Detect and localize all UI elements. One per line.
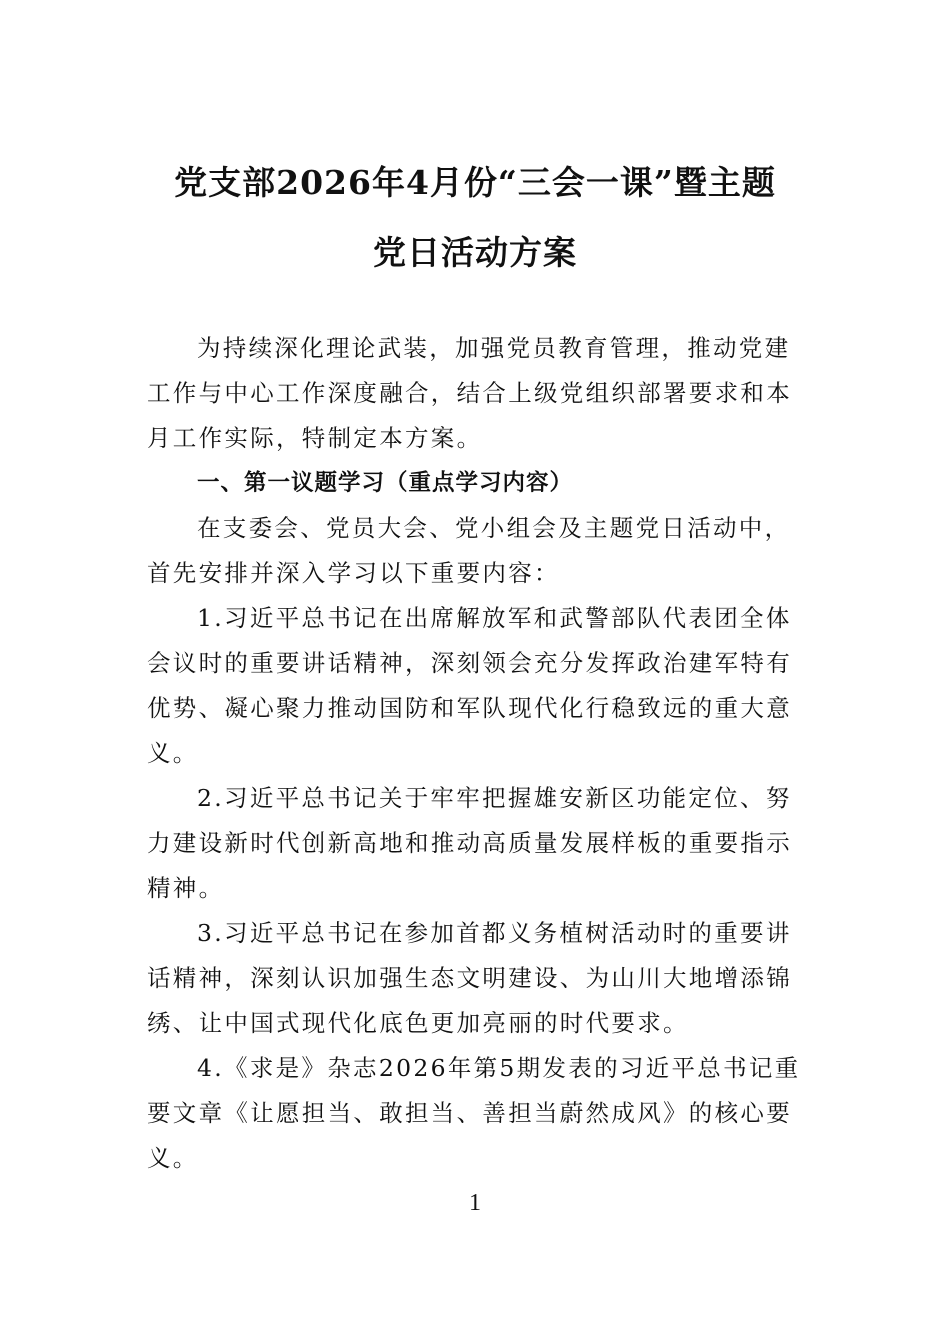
list-item-line: 2.习近平总书记关于牢牢把握雄安新区功能定位、努 — [197, 784, 792, 812]
list-item-line: 力建设新时代创新高地和推动高质量发展样板的重要指示 — [147, 829, 792, 857]
list-item-line: 4.《求是》杂志2026年第5期发表的习近平总书记重 — [197, 1054, 801, 1082]
list-item-line: 要文章《让愿担当、敢担当、善担当蔚然成风》的核心要 — [147, 1099, 792, 1127]
list-item-line: 义。 — [147, 739, 199, 767]
intro-line: 为持续深化理论武装，加强党员教育管理，推动党建 — [197, 334, 791, 362]
list-item-line: 绣、让中国式现代化底色更加亮丽的时代要求。 — [147, 1009, 689, 1037]
intro-line: 月工作实际，特制定本方案。 — [147, 424, 483, 452]
page-number: 1 — [469, 1190, 481, 1216]
intro-line: 工作与中心工作深度融合，结合上级党组织部署要求和本 — [147, 379, 792, 407]
list-item-line: 精神。 — [147, 874, 225, 902]
list-item-line: 1.习近平总书记在出席解放军和武警部队代表团全体 — [197, 604, 792, 632]
section-intro-line: 在支委会、党员大会、党小组会及主题党日活动中， — [197, 514, 791, 542]
list-item-line: 优势、凝心聚力推动国防和军队现代化行稳致远的重大意 — [147, 694, 792, 722]
list-item-line: 会议时的重要讲话精神，深刻领会充分发挥政治建军特有 — [147, 649, 792, 677]
section-heading: 一、第一议题学习（重点学习内容） — [197, 470, 574, 496]
section-intro-line: 首先安排并深入学习以下重要内容： — [147, 559, 560, 587]
list-item-line: 3.习近平总书记在参加首都义务植树活动时的重要讲 — [197, 919, 792, 947]
list-item-line: 义。 — [147, 1144, 199, 1172]
document-title-line-2: 党日活动方案 — [373, 233, 577, 272]
list-item-line: 话精神，深刻认识加强生态文明建设、为山川大地增添锦 — [147, 964, 792, 992]
document-body — [147, 326, 807, 1181]
document-title-line-1: 党支部2026年4月份“三会一课”暨主题 — [174, 163, 776, 202]
